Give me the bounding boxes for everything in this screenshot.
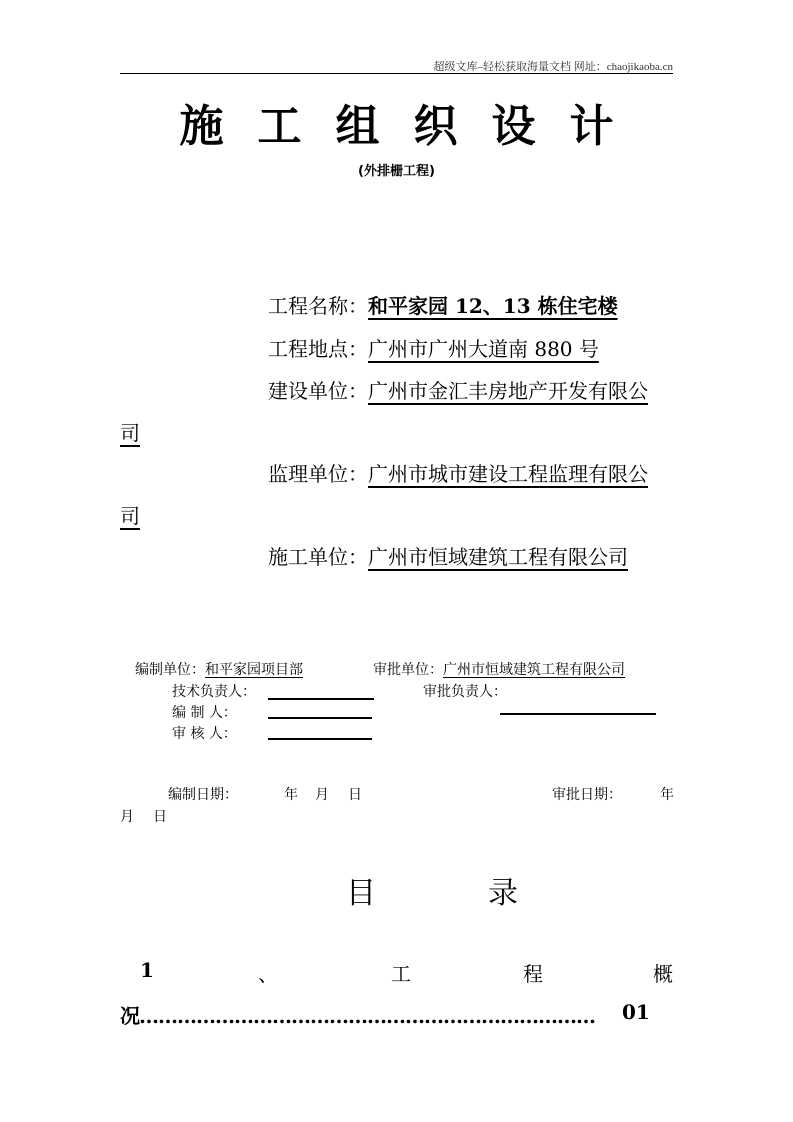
editor-label: 编 制 人： (172, 705, 237, 721)
title-char: 设 (491, 101, 536, 152)
reviewer-label: 审 核 人： (172, 726, 237, 742)
contractor-label: 施工单位： (268, 545, 368, 569)
approved-date-year: 年 (660, 787, 674, 803)
toc-item-1-number: 1 (140, 958, 154, 982)
approved-by-label: 审批单位： (373, 662, 443, 678)
toc-item-1-sep: 、 (258, 962, 278, 986)
header-rule (120, 73, 673, 74)
toc-item-1-char1: 工 (391, 962, 411, 986)
title-char: 工 (257, 101, 302, 152)
prepared-by-row (135, 659, 303, 679)
approval-lead-label: 审批负责人： (423, 684, 507, 700)
supervisor-value-wrap: 司 (120, 504, 140, 528)
title-char: 织 (413, 101, 458, 152)
toc-item-1-page: 01 (622, 1000, 650, 1024)
page-header-text: 超级文库–轻松获取海量文档 网址：chaojikaoba.cn (433, 61, 673, 73)
contractor-row (268, 541, 628, 570)
contractor-value: 广州市恒域建筑工程有限公司 (368, 545, 628, 569)
document-subtitle: (外排栅工程) (358, 164, 435, 179)
prepared-by-value: 和平家园项目部 (205, 662, 303, 678)
builder-label: 建设单位： (268, 379, 368, 403)
builder-value-wrap: 司 (120, 421, 140, 445)
approved-by-row (373, 659, 625, 679)
title-char: 施 (179, 101, 224, 152)
prepared-date-day: 日 (348, 787, 362, 803)
toc-item-1-char2: 程 (523, 962, 543, 986)
supervisor-value: 广州市城市建设工程监理有限公 (368, 462, 648, 486)
approved-date-day: 日 (153, 809, 167, 825)
toc-title-right: 录 (488, 876, 518, 911)
title-char: 计 (569, 101, 614, 152)
tech-lead-signature-line (268, 698, 374, 700)
prepared-date-label: 编制日期： (168, 787, 238, 803)
prepared-by-label: 编制单位： (135, 662, 205, 678)
approved-date-label: 审批日期： (552, 787, 622, 803)
toc-item-1-leader: 况……………………………………………………………… (120, 1004, 595, 1028)
toc-title-left: 目 (346, 876, 376, 911)
approval-lead-signature-line (500, 713, 656, 715)
editor-signature-line (268, 717, 372, 719)
approved-by-value: 广州市恒域建筑工程有限公司 (443, 662, 625, 678)
supervisor-label: 监理单位： (268, 462, 368, 486)
project-location-value: 广州市广州大道南 880 号 (368, 337, 599, 361)
project-name-label: 工程名称： (268, 294, 368, 318)
title-char: 组 (335, 101, 380, 152)
project-location-label: 工程地点： (268, 337, 368, 361)
document-title (0, 90, 793, 154)
tech-lead-label: 技术负责人： (172, 684, 256, 700)
reviewer-signature-line (268, 738, 372, 740)
supervisor-row (268, 458, 648, 487)
approved-date-month: 月 (120, 809, 134, 825)
prepared-date-year: 年 (284, 787, 298, 803)
builder-row (268, 375, 648, 404)
project-location-row (268, 333, 599, 362)
prepared-date-month: 月 (315, 787, 329, 803)
toc-item-1-char3: 概 (653, 962, 673, 986)
project-name-value: 和平家园 12、13 栋住宅楼 (368, 294, 618, 318)
project-name-row (268, 290, 618, 319)
builder-value: 广州市金汇丰房地产开发有限公 (368, 379, 648, 403)
